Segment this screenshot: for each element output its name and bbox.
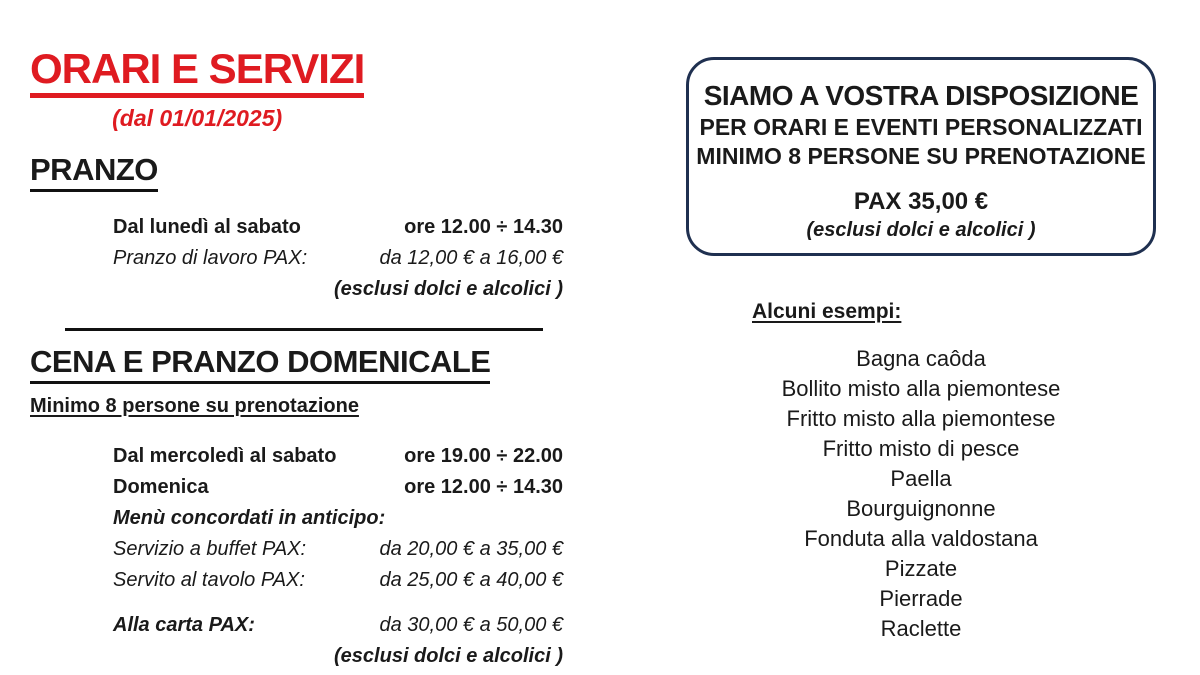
schedule-row	[113, 610, 563, 641]
example-item: Paella	[890, 466, 952, 491]
schedule-value: da 25,00 € a 40,00 €	[379, 569, 563, 591]
section-heading-cena: CENA E PRANZO DOMENICALE	[30, 344, 490, 384]
schedule-value: ore 12.00 ÷ 14.30	[404, 476, 563, 498]
schedule-row	[113, 441, 563, 472]
schedule-row	[113, 534, 563, 565]
section-divider	[65, 328, 543, 331]
schedule-label: Dal lunedì al sabato	[113, 216, 301, 238]
info-box-line: PER ORARI E EVENTI PERSONALIZZATI	[699, 114, 1143, 140]
schedule-row	[113, 243, 563, 274]
schedule-label: Alla carta PAX:	[113, 614, 255, 636]
schedule-label: Dal mercoledì al sabato	[113, 445, 337, 467]
schedule-value: da 20,00 € a 35,00 €	[379, 538, 563, 560]
schedule-label: Pranzo di lavoro PAX:	[113, 247, 308, 269]
info-box-line: SIAMO A VOSTRA DISPOSIZIONE	[703, 80, 1139, 111]
spacer	[113, 596, 563, 610]
example-item: Fritto misto di pesce	[822, 436, 1020, 461]
section-subheading-cena: Minimo 8 persone su prenotazione	[30, 395, 359, 417]
example-item: Bagna caôda	[856, 346, 986, 371]
page-title: ORARI E SERVIZI	[30, 46, 364, 98]
example-item: Fonduta alla valdostana	[804, 526, 1038, 551]
availability-info-box	[686, 57, 1156, 256]
example-item: Fritto misto alla piemontese	[786, 406, 1056, 431]
schedule-value: ore 12.00 ÷ 14.30	[404, 216, 563, 238]
examples-list	[691, 344, 1151, 644]
example-item: Bollito misto alla piemontese	[781, 376, 1061, 401]
schedule-label: Domenica	[113, 476, 209, 498]
cena-schedule	[113, 441, 563, 672]
example-item: Pizzate	[884, 556, 958, 581]
schedule-value: ore 19.00 ÷ 22.00	[404, 445, 563, 467]
pranzo-schedule	[113, 212, 563, 305]
schedule-label: Servito al tavolo PAX:	[113, 569, 305, 591]
schedule-label: Menù concordati in anticipo:	[113, 507, 386, 529]
example-item: Raclette	[880, 616, 962, 641]
schedule-row	[113, 565, 563, 596]
schedule-label: Servizio a buffet PAX:	[113, 538, 307, 560]
example-item: Pierrade	[879, 586, 963, 611]
schedule-value: da 30,00 € a 50,00 €	[379, 614, 563, 636]
exclusions-note: (esclusi dolci e alcolici )	[334, 278, 563, 300]
page-subtitle: (dal 01/01/2025)	[112, 105, 283, 131]
info-box-note: (esclusi dolci e alcolici )	[806, 219, 1036, 241]
info-box-price: PAX 35,00 €	[853, 188, 989, 215]
examples-heading: Alcuni esempi:	[752, 300, 902, 323]
info-box-line: MINIMO 8 PERSONE SU PRENOTAZIONE	[696, 143, 1146, 169]
header	[30, 46, 364, 132]
section-heading-pranzo: PRANZO	[30, 152, 158, 192]
schedule-row	[113, 503, 563, 534]
schedule-value: da 12,00 € a 16,00 €	[379, 247, 563, 269]
schedule-row	[113, 472, 563, 503]
schedule-row	[113, 212, 563, 243]
exclusions-note: (esclusi dolci e alcolici )	[334, 645, 563, 667]
example-item: Bourguignonne	[846, 496, 996, 521]
